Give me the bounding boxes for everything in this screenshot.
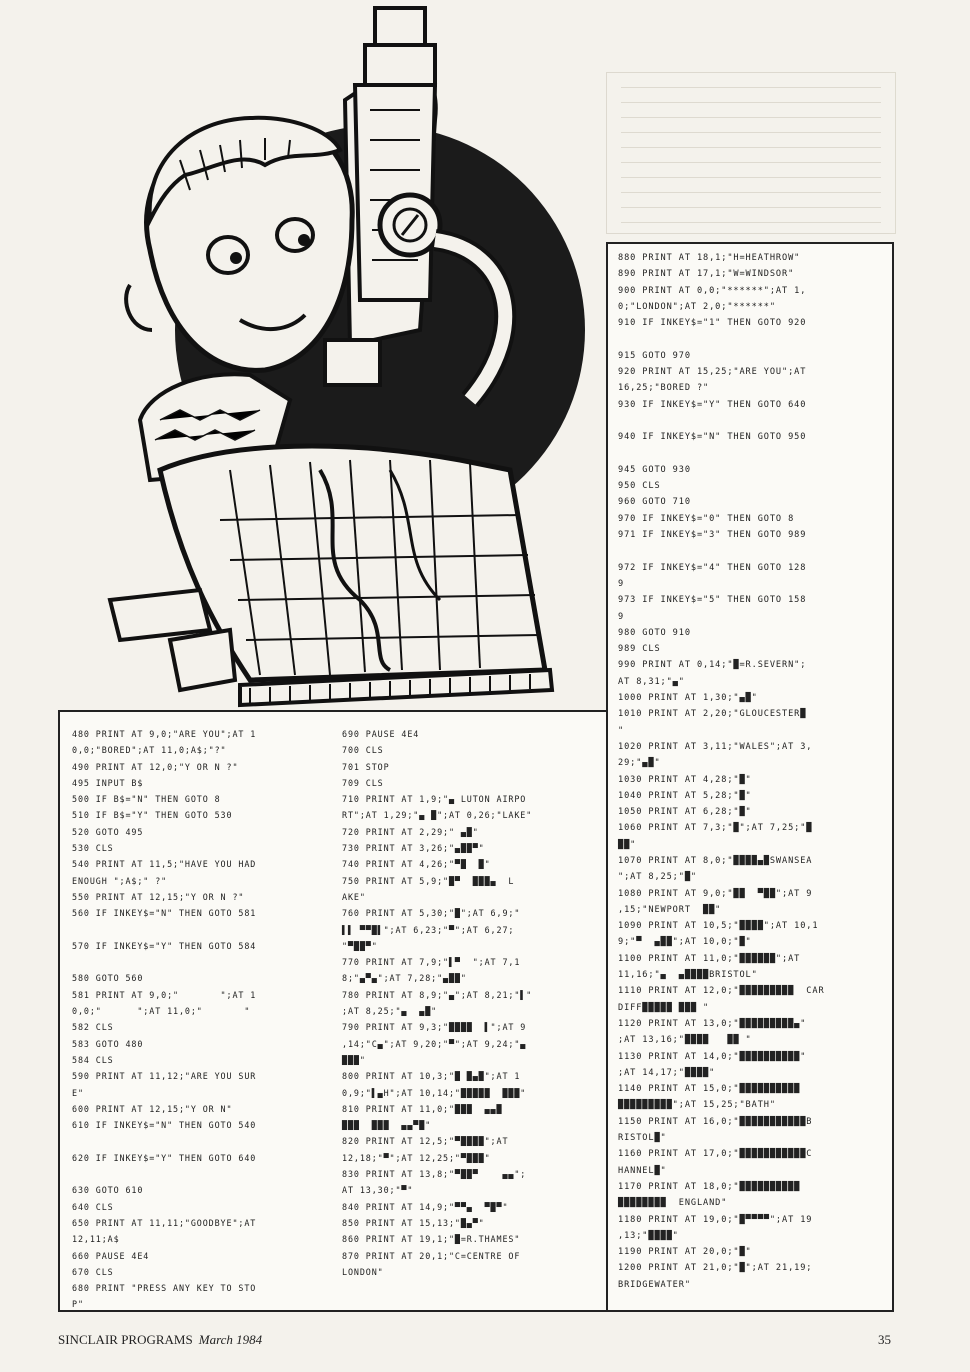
listing-panel-bottom: [58, 710, 608, 1312]
code-line: 1100 PRINT AT 11,0;"██████";AT: [618, 953, 801, 964]
footer-magazine-credit: [58, 1332, 262, 1348]
code-line: 590 PRINT AT 11,12;"ARE YOU SUR: [72, 1071, 257, 1082]
code-line: ████████ ENGLAND": [618, 1198, 728, 1209]
code-line: 1040 PRINT AT 5,28;"█": [618, 790, 752, 801]
code-line: 0,0;"BORED";AT 11,0;A$;"?": [72, 745, 227, 756]
code-line: 8;"▄▀▄";AT 7,28;"▄██": [342, 973, 467, 984]
code-listing-bottom-middle: [342, 726, 604, 1280]
code-line: 540 PRINT AT 11,5;"HAVE YOU HAD: [72, 859, 257, 870]
code-line: 0;"LONDON";AT 2,0;"******": [618, 301, 776, 312]
code-line: 570 IF INKEY$="Y" THEN GOTO 584: [72, 940, 257, 951]
microscope-eyepiece: [375, 8, 425, 48]
code-line: BRIDGEWATER": [618, 1279, 691, 1290]
code-line: DIFF█████ ███ ": [618, 1002, 710, 1013]
code-line: [72, 954, 337, 970]
code-line: 583 GOTO 480: [72, 1038, 144, 1049]
code-line: ENOUGH ";A$;" ?": [72, 875, 168, 886]
code-line: 495 INPUT B$: [72, 777, 144, 788]
code-line: 600 PRINT AT 12,15;"Y OR N": [72, 1103, 233, 1114]
code-line: 0,9;"▌▄H";AT 10,14;"█████ ███": [342, 1087, 527, 1098]
code-line: ;AT 14,17;"████": [618, 1067, 716, 1078]
code-line: 580 GOTO 560: [72, 973, 144, 984]
code-line: 1180 PRINT AT 19,0;"█▀▀▀▀";AT 19: [618, 1214, 813, 1225]
code-line: ███": [342, 1054, 366, 1065]
code-listing-bottom-left: [72, 726, 337, 1313]
code-line: [618, 543, 886, 559]
code-line: 890 PRINT AT 17,1;"W=WINDSOR": [618, 269, 795, 280]
code-line: 1140 PRINT AT 15,0;"██████████: [618, 1084, 801, 1095]
code-line: 1130 PRINT AT 14,0;"██████████": [618, 1051, 807, 1062]
code-line: 1030 PRINT AT 4,28;"█": [618, 774, 752, 785]
code-line: [618, 446, 886, 462]
table-stand: [110, 590, 210, 640]
code-line: 690 PAUSE 4E4: [342, 729, 420, 739]
code-line: LONDON": [342, 1266, 384, 1277]
code-line: ▌▌ ▀▀█▌";AT 6,23;"▀";AT 6,27;: [342, 924, 515, 935]
code-line: 980 GOTO 910: [618, 627, 691, 638]
code-line: 660 PAUSE 4E4: [72, 1250, 150, 1261]
code-line: 610 IF INKEY$="N" THEN GOTO 540: [72, 1120, 257, 1131]
code-line: 1060 PRINT AT 7,3;"█";AT 7,25;"█: [618, 823, 813, 834]
code-line: ,14;"C▄";AT 9,20;"▀";AT 9,24;"▄: [342, 1038, 527, 1049]
code-line: 850 PRINT AT 15,13;"█▄▀": [342, 1217, 485, 1228]
code-line: 510 IF B$="Y" THEN GOTO 530: [72, 810, 233, 821]
code-line: 960 GOTO 710: [618, 497, 691, 508]
code-line: 973 IF INKEY$="5" THEN GOTO 158: [618, 595, 807, 606]
code-line: 720 PRINT AT 2,29;" ▄█": [342, 826, 479, 837]
code-line: 730 PRINT AT 3,26;"▄██▀": [342, 843, 485, 854]
code-line: ;AT 13,16;"████ ██ ": [618, 1035, 752, 1046]
code-line: 560 IF INKEY$="N" THEN GOTO 581: [72, 908, 257, 919]
code-line: 701 STOP: [342, 761, 390, 772]
code-line: █████████";AT 15,25;"BATH": [618, 1100, 776, 1111]
code-line: 630 GOTO 610: [72, 1185, 144, 1196]
code-line: ███ ███ ▄▄▀█": [342, 1120, 432, 1131]
code-line: 1190 PRINT AT 20,0;"█": [618, 1247, 752, 1258]
code-line: 550 PRINT AT 12,15;"Y OR N ?": [72, 891, 245, 902]
code-line: 780 PRINT AT 8,9;"▄";AT 8,21;"▌": [342, 989, 533, 1000]
code-line: 650 PRINT AT 11,11;"GOODBYE";AT: [72, 1217, 257, 1228]
code-line: 820 PRINT AT 12,5;"▀████";AT: [342, 1136, 509, 1147]
page-number: 35: [878, 1332, 891, 1347]
code-line: 9: [618, 611, 625, 622]
code-line: 9: [618, 578, 625, 589]
code-line: 740 PRINT AT 4,26;"▀█ █": [342, 859, 491, 870]
code-line: 972 IF INKEY$="4" THEN GOTO 128: [618, 562, 807, 573]
code-line: 520 GOTO 495: [72, 826, 144, 837]
code-line: 800 PRINT AT 10,3;"█ █▄█";AT 1: [342, 1071, 521, 1082]
code-line: 1090 PRINT AT 10,5;"████";AT 10,1: [618, 921, 819, 932]
code-line: AT 13,30;"▀": [342, 1185, 414, 1196]
code-line: [618, 413, 886, 429]
code-line: 930 IF INKEY$="Y" THEN GOTO 640: [618, 399, 807, 410]
code-line: 500 IF B$="N" THEN GOTO 8: [72, 794, 221, 805]
code-line: 989 CLS: [618, 644, 661, 655]
code-line: RT";AT 1,29;"▄ █";AT 0,26;"LAKE": [342, 810, 533, 821]
code-line: 581 PRINT AT 9,0;" ";AT 1: [72, 989, 257, 1000]
code-line: 750 PRINT AT 5,9;"█▀ ███▄ L: [342, 875, 515, 886]
code-line: 810 PRINT AT 11,0;"███ ▄▄█: [342, 1103, 503, 1114]
code-line: "▀██▀": [342, 940, 378, 951]
code-line: 710 PRINT AT 1,9;"▄ LUTON AIRPO: [342, 794, 527, 805]
code-listing-right: [618, 250, 886, 1293]
code-line: 490 PRINT AT 12,0;"Y OR N ?": [72, 761, 239, 772]
code-line: 12,18;"▀";AT 12,25;"▀███": [342, 1152, 491, 1163]
code-line: ";AT 8,25;"█": [618, 872, 697, 883]
code-line: ,15;"NEWPORT ██": [618, 904, 722, 915]
listing-panel-right: [606, 242, 894, 1312]
issue-date: March 1984: [198, 1332, 263, 1347]
code-line: 860 PRINT AT 19,1;"█=R.THAMES": [342, 1234, 521, 1245]
code-line: ": [618, 725, 625, 736]
show-through-text: [606, 72, 896, 234]
code-line: 584 CLS: [72, 1054, 114, 1065]
code-line: HANNEL█": [618, 1165, 667, 1176]
code-line: 12,11;A$: [72, 1234, 120, 1245]
code-line: 760 PRINT AT 5,30;"█";AT 6,9;": [342, 908, 521, 919]
code-line: 1110 PRINT AT 12,0;"█████████ CAR: [618, 986, 825, 997]
code-line: 940 IF INKEY$="N" THEN GOTO 950: [618, 432, 807, 443]
code-line: 1200 PRINT AT 21,0;"█";AT 21,19;: [618, 1263, 813, 1274]
code-line: 1070 PRINT AT 8,0;"████▄█SWANSEA: [618, 855, 813, 866]
code-line: 9;"▀ ▄██";AT 10,0;"█": [618, 937, 752, 948]
code-line: 770 PRINT AT 7,9;"▌▀ ";AT 7,1: [342, 957, 521, 968]
code-line: 582 CLS: [72, 1022, 114, 1033]
code-line: 700 CLS: [342, 745, 384, 756]
code-line: 870 PRINT AT 20,1;"C=CENTRE OF: [342, 1250, 521, 1261]
code-line: 29;"▄█": [618, 758, 661, 769]
code-line: 620 IF INKEY$="Y" THEN GOTO 640: [72, 1152, 257, 1163]
code-line: P": [72, 1299, 84, 1310]
code-line: 11,16;"▄ ▄████BRISTOL": [618, 970, 758, 981]
code-line: 1010 PRINT AT 2,20;"GLOUCESTER█: [618, 709, 807, 720]
code-line: 900 PRINT AT 0,0;"******";AT 1,: [618, 285, 807, 296]
code-line: 950 CLS: [618, 481, 661, 492]
code-line: AT 8,31;"▄": [618, 676, 685, 687]
code-line: 910 IF INKEY$="1" THEN GOTO 920: [618, 318, 807, 329]
code-line: 880 PRINT AT 18,1;"H=HEATHROW": [618, 253, 801, 263]
code-line: 920 PRINT AT 15,25;"ARE YOU";AT: [618, 367, 807, 378]
code-line: 16,25;"BORED ?": [618, 383, 710, 394]
code-line: 1050 PRINT AT 6,28;"█": [618, 807, 752, 818]
code-line: 971 IF INKEY$="3" THEN GOTO 989: [618, 530, 807, 541]
code-line: 709 CLS: [342, 777, 384, 788]
code-line: 1160 PRINT AT 17,0;"███████████C: [618, 1149, 813, 1160]
code-line: ,13;"████": [618, 1230, 679, 1241]
scientist-microscope-illustration: [90, 0, 610, 710]
code-line: 830 PRINT AT 13,8;"▀██▀ ▄▄";: [342, 1169, 527, 1180]
code-line: [618, 331, 886, 347]
code-line: 1000 PRINT AT 1,30;"▄█": [618, 693, 758, 704]
code-line: E": [72, 1087, 84, 1098]
code-line: 1080 PRINT AT 9,0;"██ ▀██";AT 9: [618, 888, 813, 899]
code-line: [72, 1133, 337, 1149]
code-line: AKE": [342, 891, 366, 902]
code-line: 0,0;" ";AT 11,0;" ": [72, 1006, 251, 1017]
code-line: 1170 PRINT AT 18,0;"██████████: [618, 1181, 801, 1192]
code-line: RISTOL█": [618, 1133, 667, 1144]
code-line: 680 PRINT "PRESS ANY KEY TO STO: [72, 1283, 257, 1294]
code-line: [72, 1166, 337, 1182]
code-line: 840 PRINT AT 14,9;"▀▀▄ ▀█▀": [342, 1201, 509, 1212]
code-line: 790 PRINT AT 9,3;"████ ▌";AT 9: [342, 1022, 527, 1033]
code-line: 1150 PRINT AT 16,0;"███████████B: [618, 1116, 813, 1127]
code-line: 945 GOTO 930: [618, 464, 691, 475]
code-line: 480 PRINT AT 9,0;"ARE YOU";AT 1: [72, 729, 257, 739]
code-line: ██": [618, 839, 637, 850]
magazine-name: SINCLAIR PROGRAMS: [58, 1332, 193, 1347]
code-line: 670 CLS: [72, 1266, 114, 1277]
code-line: [72, 922, 337, 938]
code-line: 640 CLS: [72, 1201, 114, 1212]
code-line: 990 PRINT AT 0,14;"█=R.SEVERN";: [618, 660, 807, 671]
code-line: 530 CLS: [72, 843, 114, 854]
code-line: 1020 PRINT AT 3,11;"WALES";AT 3,: [618, 741, 813, 752]
code-line: ;AT 8,25;"▄ ▄█": [342, 1006, 438, 1017]
code-line: 970 IF INKEY$="0" THEN GOTO 8: [618, 513, 795, 524]
code-line: 915 GOTO 970: [618, 350, 691, 361]
code-line: 1120 PRINT AT 13,0;"█████████▄": [618, 1018, 807, 1029]
